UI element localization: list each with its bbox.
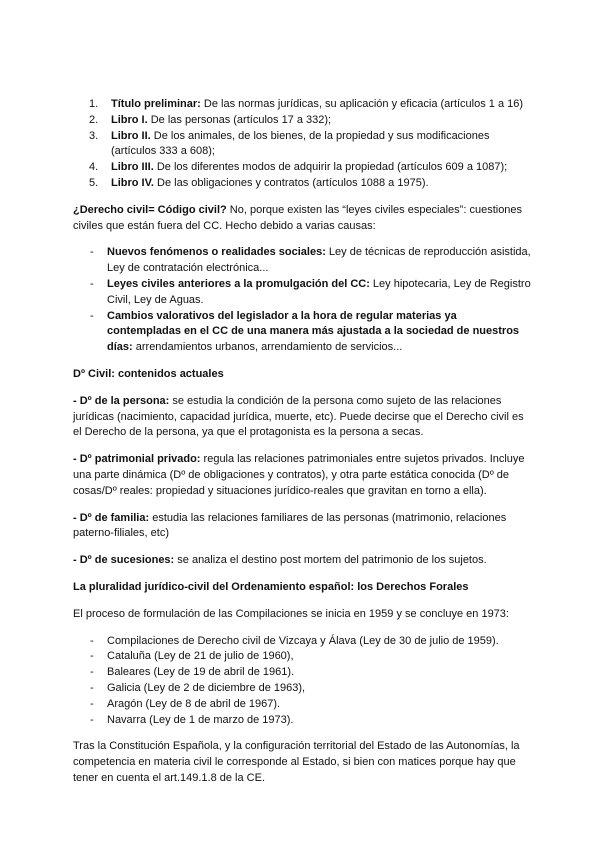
book-text: De los diferentes modos de adquirir la propiedad (artículos 609 a 1087); [153, 161, 508, 174]
list-item [73, 176, 533, 192]
derecho-civil-text: No, porque existen las “leyes civiles especiales”: cuestiones civiles que están fuera del CC. Hecho debido a varias causas: [73, 203, 523, 232]
cause-title: Cambios valorativos del legislador a la hora de regular materias ya contempladas en el CC de una manera más ajustada a la sociedad de nuestros días: [107, 309, 520, 354]
list-number: 3. [89, 129, 99, 142]
book-title: Libro IV. [111, 176, 154, 189]
cause-title: Nuevos fenómenos o realidades sociales: [107, 246, 326, 259]
compilacion-text: Cataluña (Ley de 21 de julio de 1960), [107, 650, 294, 663]
list-item [73, 160, 533, 176]
list-item [73, 634, 533, 650]
list-item [73, 113, 533, 129]
contenido-title: - Dº de la persona: [73, 394, 170, 407]
cause-title: Leyes civiles anteriores a la promulgación del CC: [107, 277, 370, 290]
dash-bullet: - [90, 634, 94, 647]
list-item [73, 697, 533, 713]
dash-bullet: - [90, 277, 94, 290]
derecho-civil-question: ¿Derecho civil= Código civil? [73, 203, 227, 216]
cause-text: Ley de técnicas de reproducción asistida, Ley de contratación electrónica... [107, 246, 531, 275]
derecho-civil-paragraph [73, 203, 533, 235]
book-text: De las obligaciones y contratos (artículos 1088 a 1975). [154, 176, 429, 189]
list-number: 4. [89, 161, 99, 174]
section-heading: Dº Civil: contenidos actuales [73, 367, 224, 380]
document-page [73, 97, 533, 787]
book-title: Libro I. [111, 113, 148, 126]
dash-bullet: - [90, 650, 94, 663]
list-item [73, 681, 533, 697]
dash-bullet: - [90, 309, 94, 322]
book-text: De los animales, de los bienes, de la propiedad y sus modificaciones (artículos 333 a 608); [111, 129, 490, 158]
book-text: De las personas (artículos 17 a 332); [147, 113, 332, 126]
contenido-text: estudia las relaciones familiares de las personas (matrimonio, relaciones paterno-filiales, etc) [73, 511, 507, 540]
contenido-paragraph [73, 452, 533, 499]
contenido-text: se estudia la condición de la persona como sujeto de las relaciones jurídicas (nacimiento, capacidad jurídica, muerte, etc). Puede decirse que el Derecho civil es el Derecho de la persona, ya que el protagonista es la persona a secas. [73, 394, 524, 439]
compilacion-text: Aragón (Ley de 8 de abril de 1967). [107, 697, 281, 710]
forales-intro: El proceso de formulación de las Compilaciones se inicia en 1959 y se concluye en 1973: [73, 607, 509, 620]
dash-bullet: - [90, 666, 94, 679]
list-number: 5. [89, 176, 99, 189]
book-title: Libro II. [111, 129, 151, 142]
contenido-title: - Dº de sucesiones: [73, 554, 175, 567]
contenido-title: - Dº patrimonial privado: [73, 453, 201, 466]
compilacion-text: Galicia (Ley de 2 de diciembre de 1963), [107, 681, 306, 694]
book-title: Libro III. [111, 161, 154, 174]
list-item [73, 245, 533, 277]
list-item [73, 665, 533, 681]
book-title: Título preliminar: [111, 98, 201, 110]
books-list [73, 97, 533, 192]
cause-text: Ley hipotecaria, Ley de Registro Civil, Ley de Aguas. [107, 277, 531, 306]
compilaciones-list [73, 634, 533, 729]
cause-text: arrendamientos urbanos, arrendamiento de servicios... [132, 341, 403, 354]
dash-bullet: - [90, 713, 94, 726]
contenido-paragraph [73, 511, 533, 543]
list-item [73, 129, 533, 161]
list-item [73, 97, 533, 113]
list-item [73, 649, 533, 665]
contenido-text: se analiza el destino post mortem del patrimonio de los sujetos. [174, 554, 487, 567]
causes-list [73, 245, 533, 356]
list-item [73, 277, 533, 309]
list-number: 1. [89, 98, 99, 110]
compilacion-text: Navarra (Ley de 1 de marzo de 1973). [107, 713, 294, 726]
list-item [73, 309, 533, 356]
dash-bullet: - [90, 246, 94, 259]
contenido-paragraph [73, 553, 533, 569]
dash-bullet: - [90, 697, 94, 710]
dash-bullet: - [90, 681, 94, 694]
list-number: 2. [89, 113, 99, 126]
compilacion-text: Baleares (Ley de 19 de abril de 1961). [107, 666, 295, 679]
compilacion-text: Compilaciones de Derecho civil de Vizcaya y Álava (Ley de 30 de julio de 1959). [107, 634, 499, 647]
book-text: De las normas jurídicas, su aplicación y eficacia (artículos 1 a 16) [200, 98, 524, 110]
closing-paragraph: Tras la Constitución Española, y la configuración territorial del Estado de las Autonomías, la competencia en materia civil le corresponde al Estado, si bien con matices porque hay que tener en cuenta el art.149.1.8 de la CE. [73, 740, 520, 784]
contenido-text: regula las relaciones patrimoniales entre sujetos privados. Incluye una parte dinámica (Dº de obligaciones y contratos), y otra parte estática conocida (Dº de cosas/Dº reales: propiedad y situaciones jurídico-reales que gravitan en torno a ella). [73, 453, 525, 497]
contenido-title: - Dº de familia: [73, 511, 150, 524]
contenido-paragraph [73, 394, 533, 441]
section-heading: La pluralidad jurídico-civil del Ordenamiento español: los Derechos Forales [73, 580, 469, 593]
list-item [73, 713, 533, 729]
